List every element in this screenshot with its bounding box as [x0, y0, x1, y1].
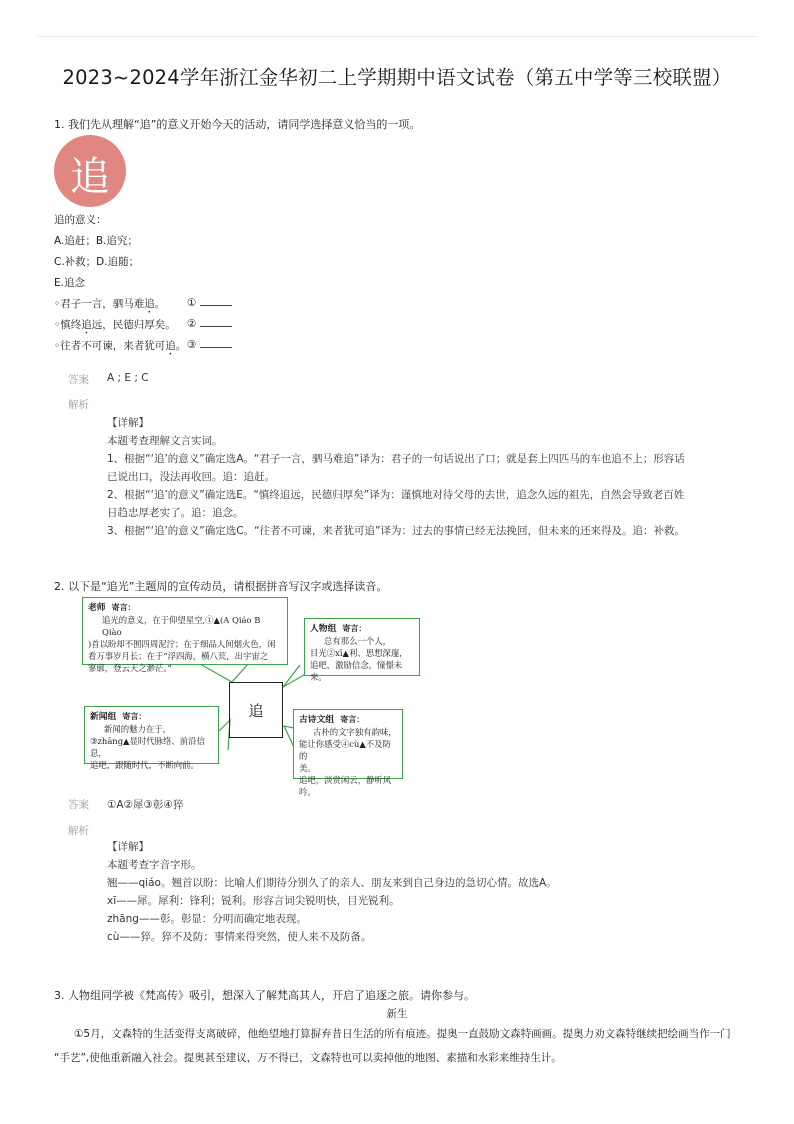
item-text: ◦君子一言，驷马难 — [54, 298, 145, 310]
item-text: 。 — [154, 298, 166, 310]
callout-sub: 寄言： — [342, 623, 367, 633]
callout-title: 人物组 — [310, 624, 337, 634]
callout-line: )首以盼却不囿四周泥泞；在于细品人间烟火色，闲 — [88, 639, 276, 649]
passage-line: ①5月，文森特的生活变得支离破碎，他绝望地打算摒弃昔日生活的所有痕迹。提奥一直鼓励文森特画画。提奥力劝文森特继续把绘画当作一门 — [74, 1028, 731, 1040]
q2-answer: ①A②犀③彰④猝 — [107, 799, 184, 811]
q2-analysis — [107, 838, 723, 946]
analysis-line: 本题考查字音字形。 — [107, 859, 202, 871]
item-text: ◦慎终 — [54, 319, 82, 331]
answer-label: 答案 — [68, 799, 89, 811]
analysis-label: 解析 — [68, 825, 89, 837]
callout-line: 目光②xī▲利、思想深邃， — [310, 648, 408, 658]
item-text: 远，民德归厚矣。 — [91, 319, 176, 331]
callout-heading — [90, 710, 213, 723]
callout-line: 寥廓，登云天之渺茫。” — [88, 663, 172, 673]
emphasized-char: 追 — [81, 319, 92, 331]
item-text: ◦往者不可谏，来者犹可 — [54, 340, 166, 352]
seal-char: 追 — [70, 154, 110, 200]
emphasized-char: 追 — [144, 298, 155, 310]
option-line-1: A.追赶；B.追究； — [54, 235, 138, 247]
question-1-stem: 1. 我们先从理解“追”的意义开始今天的活动，请同学选择意义恰当的一项。 — [54, 118, 421, 131]
callout-line: 新闻的魅力在于， — [104, 724, 171, 734]
callout-line: 看万事岁月长；在于“浮四海，横八荒，出宇宙之 — [88, 651, 269, 661]
passage-line: “手艺”,使他重新融入社会。提奥甚至建议，万不得已，文森特也可以卖掉他的地图、素描和水彩来维持生计。 — [54, 1052, 562, 1064]
analysis-line: 翘——qiáo。翘首以盼：比喻人们期待分别久了的亲人、朋友来到自己身边的急切心情。故选A。 — [107, 877, 557, 889]
callout-line: 追光的意义，在于仰望星空,①▲(A Qiáo B Qiào — [102, 615, 261, 637]
analysis-line: zhāng——彰。彰显：分明而确定地表现。 — [107, 913, 307, 925]
callout-heading — [88, 601, 282, 614]
poetry-callout — [293, 709, 403, 797]
callout-heading — [299, 713, 397, 726]
callout-line: 美。 — [299, 763, 316, 773]
analysis-line: 3、根据“‘追’的意义”确定选C。“往者不可谏，来者犹可追”译为：过去的事情已经无法挽回，但未来的还来得及。追：补救。 — [107, 525, 685, 537]
question-3-stem: 3. 人物组同学被《梵高传》吸引，想深入了解梵高其人，开启了追逐之旅。请你参与。 — [54, 989, 475, 1002]
callout-title: 老师 — [88, 603, 106, 613]
callout-title: 古诗文组 — [299, 715, 335, 725]
analysis-line: 【详解】 — [107, 841, 149, 853]
blank-number: ① — [187, 297, 197, 309]
analysis-line: 【详解】 — [107, 417, 149, 429]
option-line-3: E.追念 — [54, 277, 85, 289]
analysis-line: 已说出口，没法再收回。追：追赶。 — [107, 471, 275, 483]
callout-line: ③zhāng▲显时代脉络、前沿信息， — [90, 736, 205, 758]
callout-line: 追吧，跟随时代，不断向前。 — [90, 760, 199, 770]
news-callout — [84, 706, 219, 770]
callout-line: 能让你感受④cù▲不及防的 — [299, 739, 391, 761]
question-2-stem: 2. 以下是“追光”主题周的宣传动员，请根据拼音写汉字或选择读音。 — [54, 580, 388, 593]
page-title: 2023~2024学年浙江金华初二上学期期中语文试卷（第五中学等三校联盟） — [62, 66, 732, 89]
callout-sub: 寄言： — [122, 711, 147, 721]
center-zhui-box: 追 — [229, 682, 283, 738]
meaning-label: 追的意义： — [54, 214, 107, 226]
people-callout — [304, 618, 420, 682]
teacher-callout — [82, 597, 288, 673]
passage-heading: 新生 — [386, 1008, 408, 1020]
blank-number: ③ — [187, 339, 197, 351]
callout-line: 追吧，淡赏闲云，静听风吟。 — [299, 775, 392, 797]
emphasized-char: 追 — [165, 340, 176, 352]
analysis-line: 2、根据“‘追’的意义”确定选E。“慎终追远，民德归厚矣”译为：谨慎地对待父母的去世，追念久远的祖先，自然会导致老百姓 — [107, 489, 685, 501]
analysis-line: 日趋忠厚老实了。追：追念。 — [107, 507, 244, 519]
callout-line: 总有那么一个人， — [324, 636, 391, 646]
callout-sub: 寄言： — [340, 714, 365, 724]
option-line-2: C.补救；D.追随； — [54, 256, 140, 268]
passage-text — [54, 1022, 744, 1070]
callout-heading — [310, 622, 414, 635]
analysis-line: xī——犀。犀利：锋利；锐利。形容言词尖锐明快，目光锐利。 — [107, 895, 400, 907]
analysis-line: 本题考查理解文言实词。 — [107, 435, 223, 447]
q1-answer: A ; E ; C — [107, 372, 149, 384]
analysis-line: 1、根据“‘追’的意义”确定选A。“君子一言，驷马难追”译为：君子的一句话说出了口；就是套上四匹马的车也追不上；形容话 — [107, 453, 685, 465]
callout-title: 新闻组 — [90, 712, 117, 722]
answer-label: 答案 — [68, 374, 89, 386]
callout-line: 古朴的文字独有韵味， — [313, 727, 397, 737]
analysis-label: 解析 — [68, 399, 89, 411]
blank-number: ② — [187, 318, 197, 330]
item-text: 。 — [175, 340, 187, 352]
callout-sub: 寄言： — [111, 602, 136, 612]
analysis-line: cù——猝。猝不及防：事情来得突然，使人来不及防备。 — [107, 931, 372, 943]
callout-line: 追吧，激励信念，憧憬未来。 — [310, 660, 403, 682]
